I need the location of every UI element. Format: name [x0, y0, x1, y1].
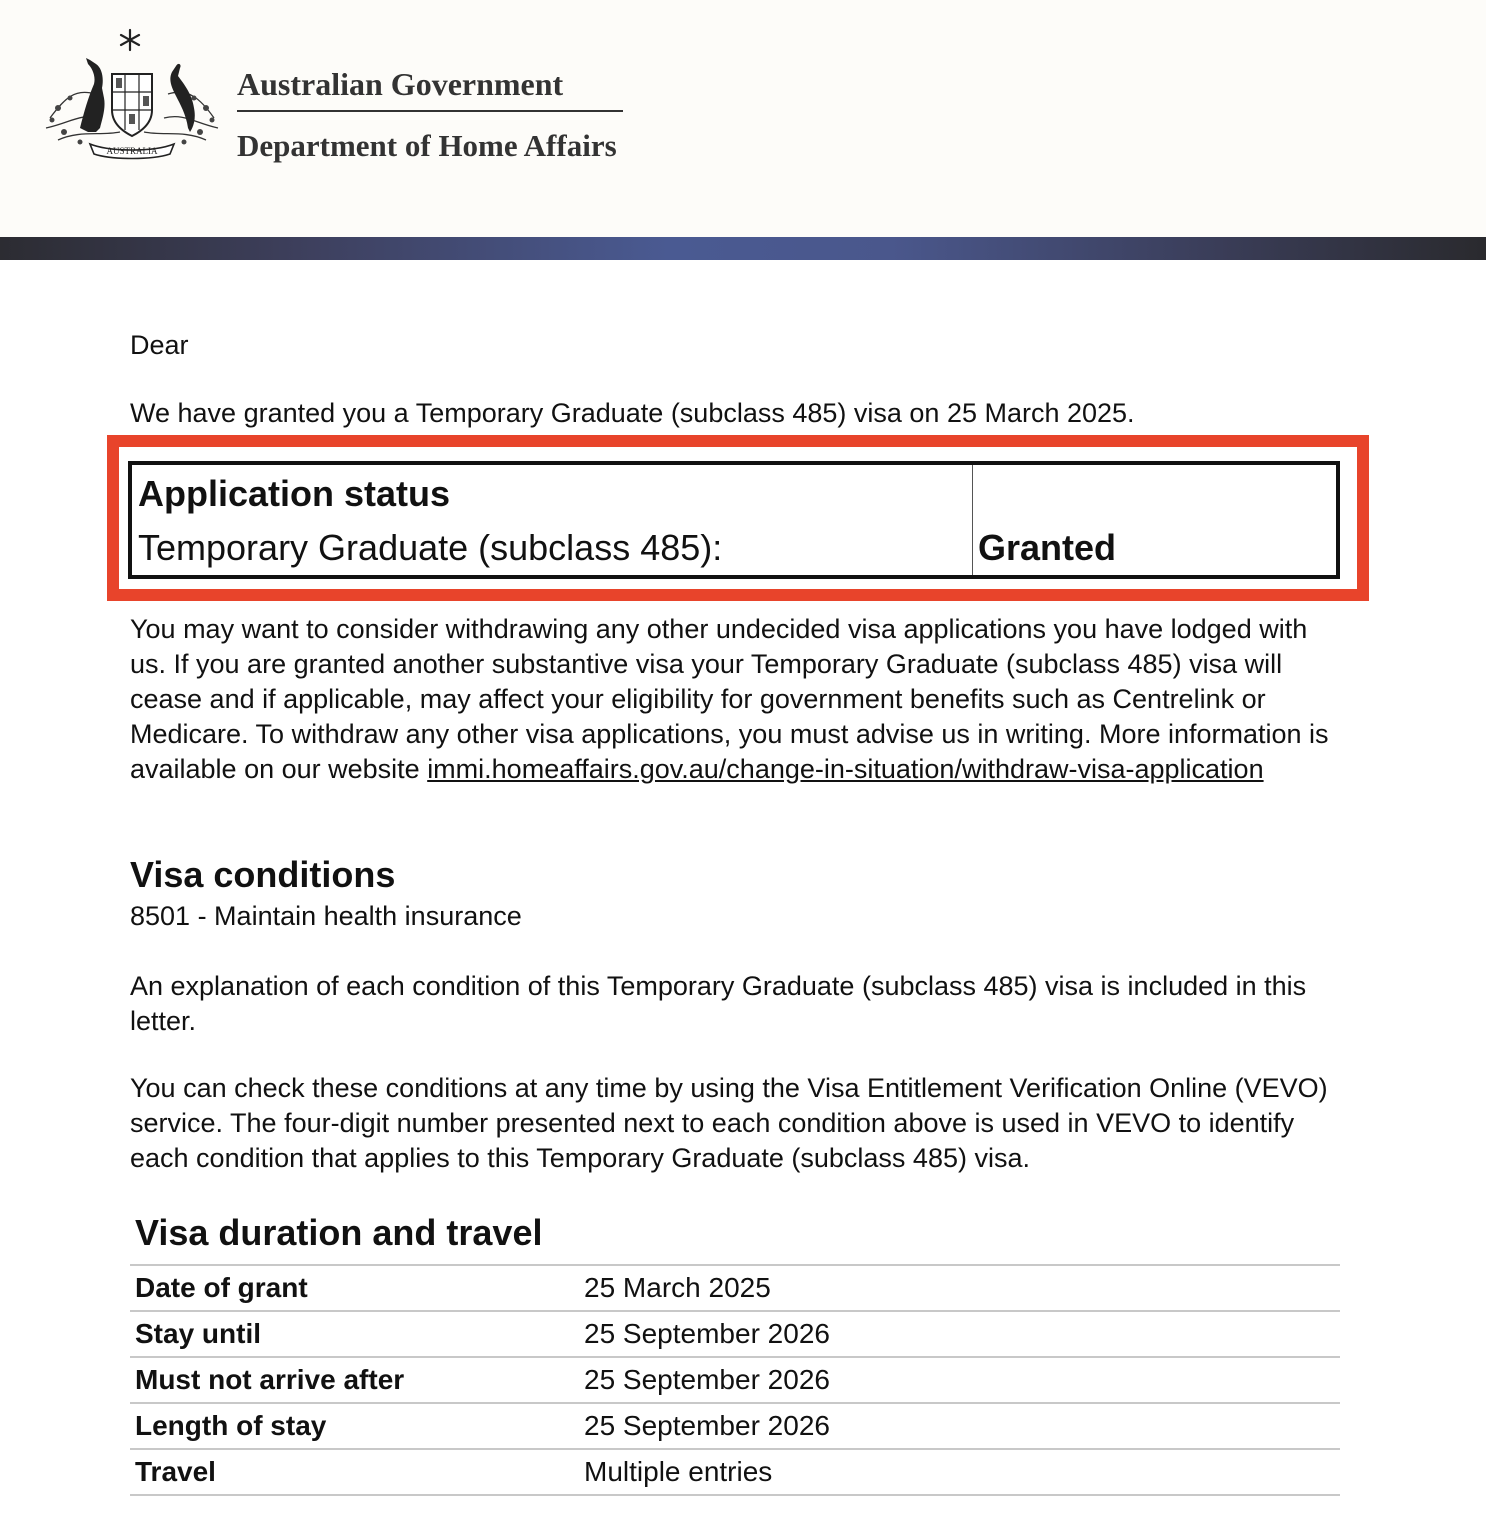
visa-duration-table [130, 1264, 1340, 1496]
letterhead [0, 0, 1486, 237]
condition-item: 8501 - Maintain health insurance [130, 901, 522, 931]
row-label: Must not arrive after [130, 1357, 577, 1403]
table-row [130, 1403, 1340, 1449]
government-name: Australian Government [237, 66, 564, 102]
greeting: Dear [130, 330, 189, 360]
row-value: 25 September 2026 [577, 1403, 1340, 1449]
table-row [130, 1265, 1340, 1311]
row-value: 25 September 2026 [577, 1311, 1340, 1357]
table-row [130, 1357, 1340, 1403]
vevo-paragraph: You can check these conditions at any time by using the Visa Entitlement Verification Online (VEVO) service. The four-digit number presented next to each condition above is used in VEVO to identify each condition that applies to this Temporary Graduate (subclass 485) visa. [130, 1073, 1328, 1173]
row-label: Stay until [130, 1311, 577, 1357]
visa-conditions-heading: Visa conditions [130, 854, 396, 895]
application-status-box [128, 461, 1340, 579]
status-title: Application status [138, 473, 451, 514]
row-value: 25 March 2025 [577, 1265, 1340, 1311]
header-divider [237, 110, 623, 112]
australian-coat-of-arms-icon [40, 28, 224, 164]
grant-statement: We have granted you a Temporary Graduate (subclass 485) visa on 25 March 2025. [130, 398, 1135, 428]
row-label: Date of grant [130, 1265, 577, 1311]
withdraw-link[interactable]: immi.homeaffairs.gov.au/change-in-situation/withdraw-visa-application [427, 754, 1264, 784]
withdraw-text: You may want to consider withdrawing any other undecided visa applications you have lodged with us. If you are granted another substantive visa your Temporary Graduate (subclass 485) visa will cease and if applicable, may affect your eligibility for government benefits such as Centrelink or Medicare. To withdraw any other visa applications, you must advise us in writing. More information is available on our website [130, 614, 1329, 784]
row-value: 25 September 2026 [577, 1357, 1340, 1403]
department-name: Department of Home Affairs [237, 128, 617, 163]
row-label: Length of stay [130, 1403, 577, 1449]
row-value: Multiple entries [577, 1449, 1340, 1495]
header-color-band [0, 237, 1486, 260]
crest-scroll-text: AUSTRALIA [106, 146, 158, 156]
row-label: Travel [130, 1449, 577, 1495]
visa-duration-heading: Visa duration and travel [135, 1212, 543, 1253]
status-value: Granted [978, 527, 1117, 568]
table-row [130, 1449, 1340, 1495]
status-divider [972, 465, 973, 575]
table-row [130, 1311, 1340, 1357]
withdraw-paragraph [130, 612, 1330, 787]
conditions-explanation: An explanation of each condition of this Temporary Graduate (subclass 485) visa is included in this letter. [130, 971, 1307, 1036]
status-label: Temporary Graduate (subclass 485): [138, 527, 723, 568]
